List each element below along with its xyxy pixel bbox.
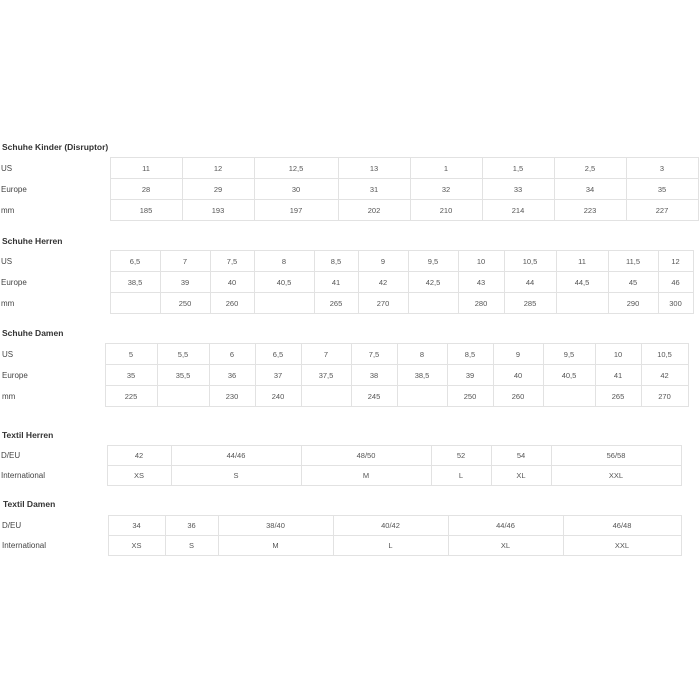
size-table-textil-damen	[1, 515, 682, 556]
size-cell: XXL	[563, 536, 681, 556]
size-cell: 40	[493, 365, 543, 386]
size-cell: 270	[358, 293, 408, 314]
table-row	[0, 158, 698, 179]
table-row	[0, 466, 681, 486]
row-label: D/EU	[0, 446, 107, 466]
size-cell: 44/46	[448, 516, 563, 536]
size-cell: 35,5	[157, 365, 209, 386]
size-cell: 2,5	[554, 158, 626, 179]
size-cell: 300	[658, 293, 693, 314]
size-cell: S	[171, 466, 301, 486]
size-table-herren	[0, 250, 694, 314]
size-cell: 42	[107, 446, 171, 466]
size-cell: 3	[626, 158, 698, 179]
size-cell: 240	[255, 386, 301, 407]
table-row	[0, 272, 693, 293]
size-cell: 12,5	[254, 158, 338, 179]
size-cell: 260	[493, 386, 543, 407]
size-cell: 37,5	[301, 365, 351, 386]
size-cell: 56/58	[551, 446, 681, 466]
row-label: US	[0, 158, 110, 179]
section-title-textil-damen: Textil Damen	[3, 499, 56, 509]
size-cell: 290	[608, 293, 658, 314]
size-cell: 39	[160, 272, 210, 293]
size-cell	[157, 386, 209, 407]
size-cell: 10,5	[504, 251, 556, 272]
size-cell: 8	[254, 251, 314, 272]
size-cell: 193	[182, 200, 254, 221]
size-cell: XL	[491, 466, 551, 486]
size-cell: 11	[110, 158, 182, 179]
size-cell: 227	[626, 200, 698, 221]
row-label: Europe	[0, 179, 110, 200]
size-cell: 38	[351, 365, 397, 386]
row-label: US	[1, 344, 105, 365]
row-label: mm	[1, 386, 105, 407]
table-row	[1, 536, 681, 556]
size-cell: 33	[482, 179, 554, 200]
size-cell	[301, 386, 351, 407]
section-title-kinder: Schuhe Kinder (Disruptor)	[2, 142, 109, 152]
row-label: Europe	[0, 272, 110, 293]
size-cell: 30	[254, 179, 338, 200]
table-row	[1, 365, 688, 386]
row-label: mm	[0, 293, 110, 314]
size-cell: 1	[410, 158, 482, 179]
size-cell: 9	[358, 251, 408, 272]
size-cell: 45	[608, 272, 658, 293]
table-row	[0, 179, 698, 200]
size-cell: 185	[110, 200, 182, 221]
size-cell: 31	[338, 179, 410, 200]
table-row	[1, 516, 681, 536]
section-title-textil-herren: Textil Herren	[2, 430, 54, 440]
size-cell: 8	[397, 344, 447, 365]
size-table-kinder	[0, 157, 699, 221]
size-cell: 52	[431, 446, 491, 466]
size-cell: L	[431, 466, 491, 486]
size-cell: 54	[491, 446, 551, 466]
size-cell: 6,5	[255, 344, 301, 365]
table-row	[1, 386, 688, 407]
size-cell: 250	[447, 386, 493, 407]
size-cell: 7	[160, 251, 210, 272]
size-cell: 9	[493, 344, 543, 365]
size-cell: 225	[105, 386, 157, 407]
size-cell: 265	[595, 386, 641, 407]
size-cell: 5,5	[157, 344, 209, 365]
size-cell	[543, 386, 595, 407]
row-label: mm	[0, 200, 110, 221]
row-label: US	[0, 251, 110, 272]
size-cell: 270	[641, 386, 688, 407]
size-cell: 230	[209, 386, 255, 407]
table-row	[0, 293, 693, 314]
size-cell: 8,5	[447, 344, 493, 365]
table-row	[0, 251, 693, 272]
size-cell	[397, 386, 447, 407]
size-cell: 223	[554, 200, 626, 221]
size-cell: 42	[358, 272, 408, 293]
size-cell: 6,5	[110, 251, 160, 272]
size-cell: 7,5	[210, 251, 254, 272]
size-cell: 197	[254, 200, 338, 221]
size-cell: 260	[210, 293, 254, 314]
size-cell: 46	[658, 272, 693, 293]
size-cell: L	[333, 536, 448, 556]
size-cell: 42	[641, 365, 688, 386]
size-cell: 6	[209, 344, 255, 365]
section-title-damen: Schuhe Damen	[2, 328, 64, 338]
size-cell: 29	[182, 179, 254, 200]
size-cell: 10	[458, 251, 504, 272]
size-cell: 8,5	[314, 251, 358, 272]
size-cell: 12	[658, 251, 693, 272]
size-cell: 41	[595, 365, 641, 386]
size-cell: 5	[105, 344, 157, 365]
size-cell: 265	[314, 293, 358, 314]
size-cell: 38,5	[110, 272, 160, 293]
size-table-textil-herren	[0, 445, 682, 486]
size-cell: 7,5	[351, 344, 397, 365]
size-cell: XS	[108, 536, 165, 556]
size-cell: 44	[504, 272, 556, 293]
size-cell: 214	[482, 200, 554, 221]
size-cell: 46/48	[563, 516, 681, 536]
size-cell: 44/46	[171, 446, 301, 466]
size-cell: S	[165, 536, 218, 556]
size-cell: XS	[107, 466, 171, 486]
size-table-damen	[1, 343, 689, 407]
size-cell: 39	[447, 365, 493, 386]
size-cell: 9,5	[543, 344, 595, 365]
size-cell: 210	[410, 200, 482, 221]
size-cell: 35	[105, 365, 157, 386]
table-row	[1, 344, 688, 365]
size-cell: 285	[504, 293, 556, 314]
size-cell: 10	[595, 344, 641, 365]
table-row	[0, 446, 681, 466]
size-cell: 11	[556, 251, 608, 272]
size-cell: 34	[554, 179, 626, 200]
size-cell: 34	[108, 516, 165, 536]
size-cell: 12	[182, 158, 254, 179]
size-cell: 202	[338, 200, 410, 221]
section-title-herren: Schuhe Herren	[2, 236, 63, 246]
size-cell: 44,5	[556, 272, 608, 293]
size-cell: 36	[209, 365, 255, 386]
size-cell: 40,5	[254, 272, 314, 293]
size-cell: 11,5	[608, 251, 658, 272]
size-cell: 28	[110, 179, 182, 200]
size-cell: 40	[210, 272, 254, 293]
size-cell: 37	[255, 365, 301, 386]
size-cell: 9,5	[408, 251, 458, 272]
size-cell	[110, 293, 160, 314]
size-cell: 280	[458, 293, 504, 314]
row-label: International	[1, 536, 108, 556]
size-cell: 41	[314, 272, 358, 293]
size-cell: 36	[165, 516, 218, 536]
size-cell: 42,5	[408, 272, 458, 293]
size-cell: XXL	[551, 466, 681, 486]
size-cell: 38/40	[218, 516, 333, 536]
size-cell: 13	[338, 158, 410, 179]
table-row	[0, 200, 698, 221]
size-cell: 10,5	[641, 344, 688, 365]
size-cell	[254, 293, 314, 314]
row-label: D/EU	[1, 516, 108, 536]
size-cell: M	[301, 466, 431, 486]
size-cell: 48/50	[301, 446, 431, 466]
size-cell: 245	[351, 386, 397, 407]
size-cell: XL	[448, 536, 563, 556]
size-cell: 43	[458, 272, 504, 293]
size-cell: 38,5	[397, 365, 447, 386]
size-cell	[408, 293, 458, 314]
row-label: International	[0, 466, 107, 486]
size-cell: 1,5	[482, 158, 554, 179]
size-cell: M	[218, 536, 333, 556]
size-cell	[556, 293, 608, 314]
size-cell: 32	[410, 179, 482, 200]
size-cell: 40/42	[333, 516, 448, 536]
row-label: Europe	[1, 365, 105, 386]
size-cell: 35	[626, 179, 698, 200]
size-cell: 7	[301, 344, 351, 365]
size-cell: 40,5	[543, 365, 595, 386]
size-cell: 250	[160, 293, 210, 314]
